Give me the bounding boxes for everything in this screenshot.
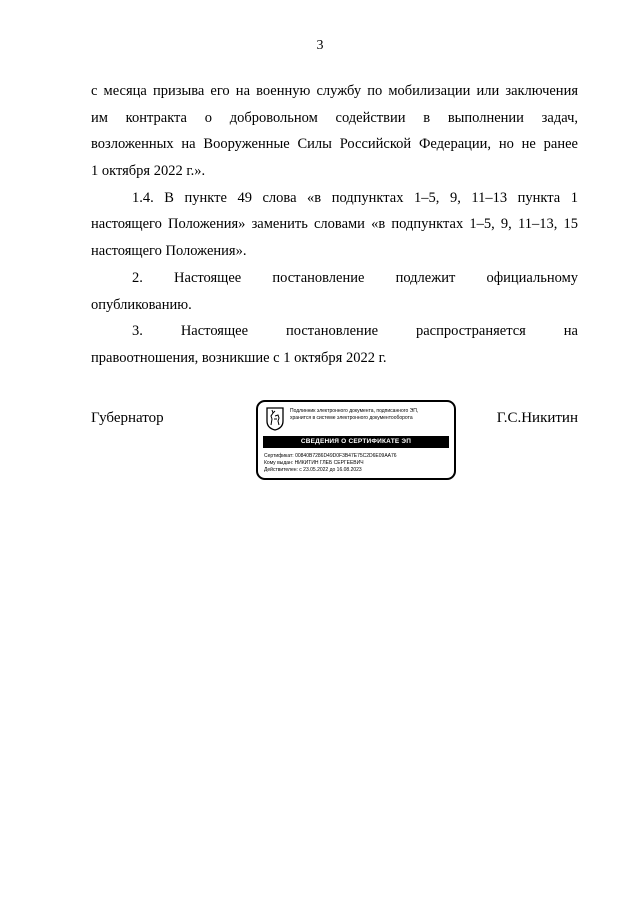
- stamp-note-line: Подлинник электронного документа, подписанного ЭП,: [290, 408, 419, 414]
- body-line: опубликованию.: [91, 296, 192, 313]
- signer-title: Губернатор: [91, 410, 164, 426]
- stamp-details: [264, 453, 452, 474]
- body-line: правоотношения, возникшие с 1 октября 2022 г.: [91, 349, 387, 366]
- stamp-issued-to: Кому выдан: НИКИТИН ГЛЕБ СЕРГЕЕВИЧ: [264, 460, 364, 466]
- body-line: 1 октября 2022 г.».: [91, 163, 206, 180]
- body-line: настоящего Положения».: [91, 243, 247, 260]
- electronic-signature-stamp: [256, 400, 456, 480]
- stamp-certificate: Сертификат: 00840B7286D49D0F3B47E75C2D6E09AA76: [264, 453, 397, 459]
- body-line: 2. Настоящее постановление подлежит официальному: [132, 269, 578, 286]
- stamp-note-line: хранится в системе электронного документооборота: [290, 415, 413, 421]
- deer-coat-of-arms-icon: [265, 407, 285, 431]
- document-body: [91, 78, 578, 372]
- body-line: им контракта о добровольном содействии в выполнении задач,: [91, 109, 578, 126]
- stamp-note: [290, 408, 450, 422]
- stamp-valid: Действителен: с 23.05.2022 до 16.08.2023: [264, 467, 362, 473]
- body-line: возложенных на Вооруженные Силы Российской Федерации, но не ранее: [91, 136, 578, 153]
- body-line: с месяца призыва его на военную службу по мобилизации или заключения: [91, 83, 578, 99]
- body-line: настоящего Положения» заменить словами «в подпунктах 1–5, 9, 11–13, 15: [91, 216, 578, 233]
- page-number: 3: [316, 38, 324, 53]
- body-line: 1.4. В пункте 49 слова «в подпунктах 1–5, 9, 11–13 пункта 1: [132, 189, 578, 206]
- signer-name: Г.С.Никитин: [496, 410, 578, 426]
- stamp-header: СВЕДЕНИЯ О СЕРТИФИКАТЕ ЭП: [263, 436, 449, 448]
- body-line: 3. Настоящее постановление распространяется на: [132, 323, 578, 340]
